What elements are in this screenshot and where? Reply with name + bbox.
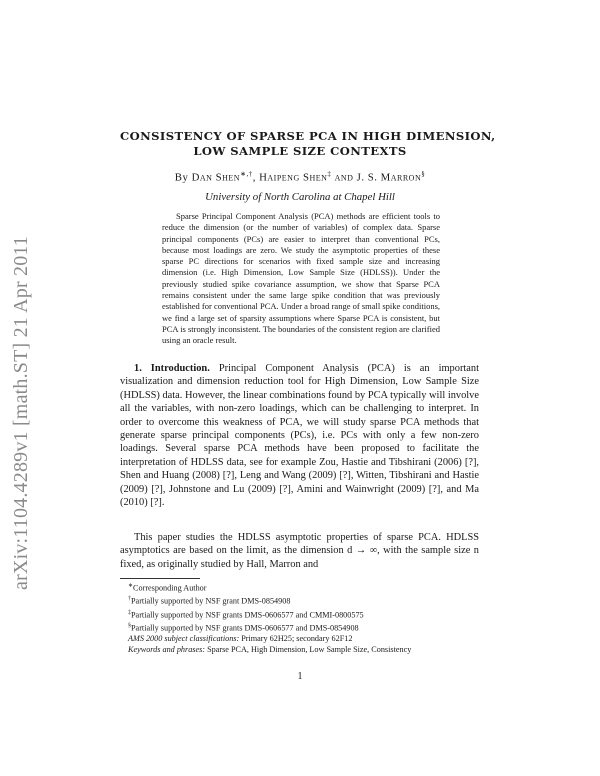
footnote-2-text: Partially supported by NSF grant DMS-0854908 [131,597,291,607]
author-3: J. S. Marron [356,171,422,184]
footnote-1-mark: ∗ [128,583,134,589]
author-2: Haipeng Shen [259,171,328,184]
intro-paragraph-2: This paper studies the HDLSS asymptotic properties of sparse PCA. HDLSS asymptotics are based on the limit, as the dimension d → ∞, with the sample size n fixed, as originally studied by Hall, Marron and [120,532,479,570]
author-sep-1: , [252,171,260,184]
ams-label: AMS 2000 subject classifications: [128,634,240,644]
author-2-marks: ‡ [327,170,332,178]
footnote-4-mark: § [128,622,131,629]
keywords-text: Sparse PCA, High Dimension, Low Sample Size, Consistency [205,644,412,654]
section-heading: 1. Introduction. [134,363,210,374]
footnote-1 [120,581,480,594]
author-line [120,170,480,184]
ams-text: Primary 62H25; secondary 62F12 [239,634,353,644]
footnote-3-mark: ‡ [128,609,131,616]
footnote-4 [120,621,480,634]
footnote-3 [120,608,480,621]
title-line-1: CONSISTENCY OF SPARSE PCA IN HIGH DIMENSION, [120,129,496,143]
author-sep-2: and [331,171,357,184]
footnote-3-text: Partially supported by NSF grants DMS-0606577 and CMMI-0800575 [131,610,364,620]
title-line-2: LOW SAMPLE SIZE CONTEXTS [193,144,407,158]
keywords [120,645,480,656]
intro-paragraph-1 [120,362,479,509]
author-1-marks: ∗,† [240,170,253,178]
affiliation: University of North Carolina at Chapel Hill [205,191,395,203]
keywords-label: Keywords and phrases: [128,644,206,654]
footnote-1-text: Corresponding Author [133,583,207,593]
footnotes [120,581,480,656]
paper-title [120,129,496,159]
intro-paragraph-1-text: Principal Component Analysis (PCA) is an important visualization and dimension reduction tool for High Dimension, Low Sample Size (HDLSS) data. However, the linear combinations found by PCA typically will involve all the variables, with non-zero loadings, which can be challenging to interpret. In order to overcome this weakness of PCA, we will study sparse PCA methods that generate sparse principal components (PCs), i.e. PCs with only a few non-zero loadings. Several sparse PCA methods have been proposed to facilitate the interpretation of HDLSS data, see for example Zou, Hastie and Tibshirani (2006) [?], Shen and Huang (2008) [?], Leng and Wang (2009) [?], Witten, Tibshirani and Hastie (2009) [?], Johnstone and Lu (2009) [?], Amini and Wainwright (2009) [?], and Ma (2010) [?]. [120,363,479,509]
author-3-marks: § [421,170,426,178]
author-by: By [174,171,192,184]
abstract: Sparse Principal Component Analysis (PCA) methods are efficient tools to reduce the dimension (or the number of variables) of complex data. Sparse principal components (PCs) are easier to interpret than conventional PCs, because most loadings are zero. We study the asymptotic properties of these sparse PC directions for scenarios with fixed sample size and increasing dimension (i.e. High Dimension, Low Sample Size (HDLSS)). Under the previously studied spike covariance assumption, we show that Sparse PCA remains consistent under the same large spike condition that was previously established for conventional PCA. Under a broad range of small spike conditions, we find a large set of sparsity assumptions where Sparse PCA is consistent, but PCA is strongly inconsistent. The boundaries of the consistent region are clarified using an oracle result. [162,211,440,346]
footnote-4-text: Partially supported by NSF grants DMS-0606577 and DMS-0854908 [131,623,359,633]
author-1: Dan Shen [191,171,241,184]
page-number: 1 [297,671,303,682]
footnote-rule [120,578,200,579]
ams-classification [120,634,480,645]
arxiv-identifier: arXiv:1104.4289v1 [math.ST] 21 Apr 2011 [10,235,32,590]
footnote-2 [120,594,480,607]
footnote-2-mark: † [128,596,131,603]
